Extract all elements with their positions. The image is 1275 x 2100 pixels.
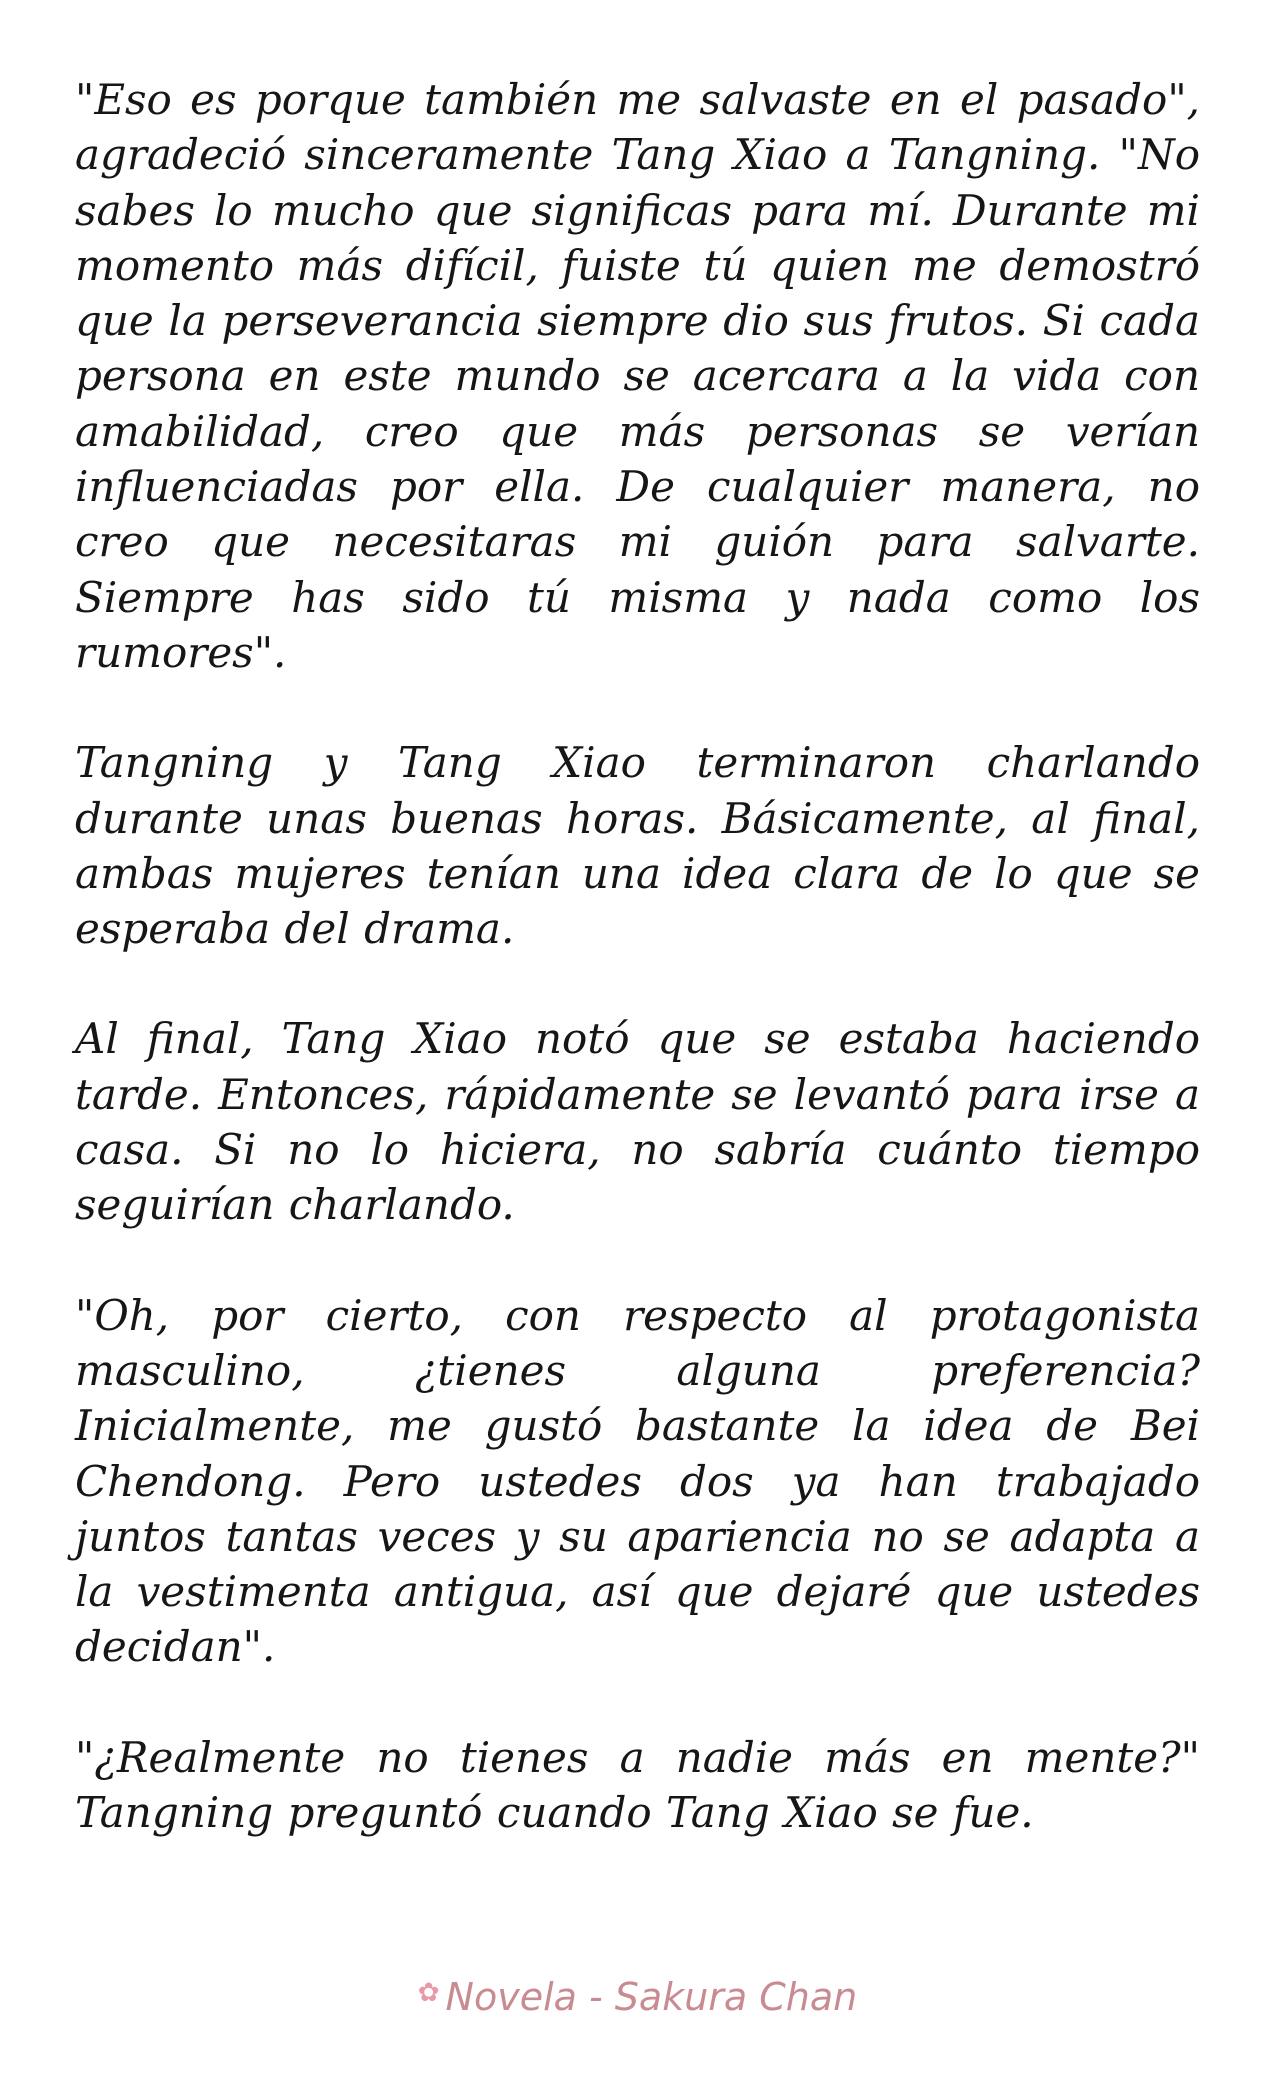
sakura-flower-icon: ✿ <box>417 1978 440 2008</box>
paragraph-2: Tangning y Tang Xiao terminaron charlando durante unas buenas horas. Básicamente, al final, ambas mujeres tenían una idea clara de lo que se esperaba del drama. <box>75 738 1200 954</box>
paragraph-3: Al final, Tang Xiao notó que se estaba haciendo tarde. Entonces, rápidamente se levantó para irse a casa. Si no lo hiciera, no sabría cuánto tiempo seguirían charlando. <box>75 1014 1200 1230</box>
watermark-footer <box>0 1975 1275 2019</box>
paragraph-5: "¿Realmente no tienes a nadie más en mente?" Tangning preguntó cuando Tang Xiao se fue. <box>75 1732 1200 1838</box>
document-body <box>75 72 1200 1895</box>
watermark-text: Novela - Sakura Chan <box>445 1975 858 2019</box>
paragraph-1: "Eso es porque también me salvaste en el pasado", agradeció sinceramente Tang Xiao a Tangning. "No sabes lo mucho que significas para mí. Durante mi momento más difícil, fuiste tú quien me demostró que la perseverancia siempre dio sus frutos. Si cada persona en este mundo se acercara a la vida con amabilidad, creo que más personas se verían influenciadas por ella. De cualquier manera, no creo que necesitaras mi guión para salvarte. Siempre has sido tú misma y nada como los rumores". <box>75 75 1200 677</box>
paragraph-4: "Oh, por cierto, con respecto al protagonista masculino, ¿tienes alguna preferencia? Inicialmente, me gustó bastante la idea de Bei Chendong. Pero ustedes dos ya han trabajado juntos tantas veces y su apariencia no se adapta a la vestimenta antigua, así que dejaré que ustedes decidan". <box>75 1290 1200 1672</box>
